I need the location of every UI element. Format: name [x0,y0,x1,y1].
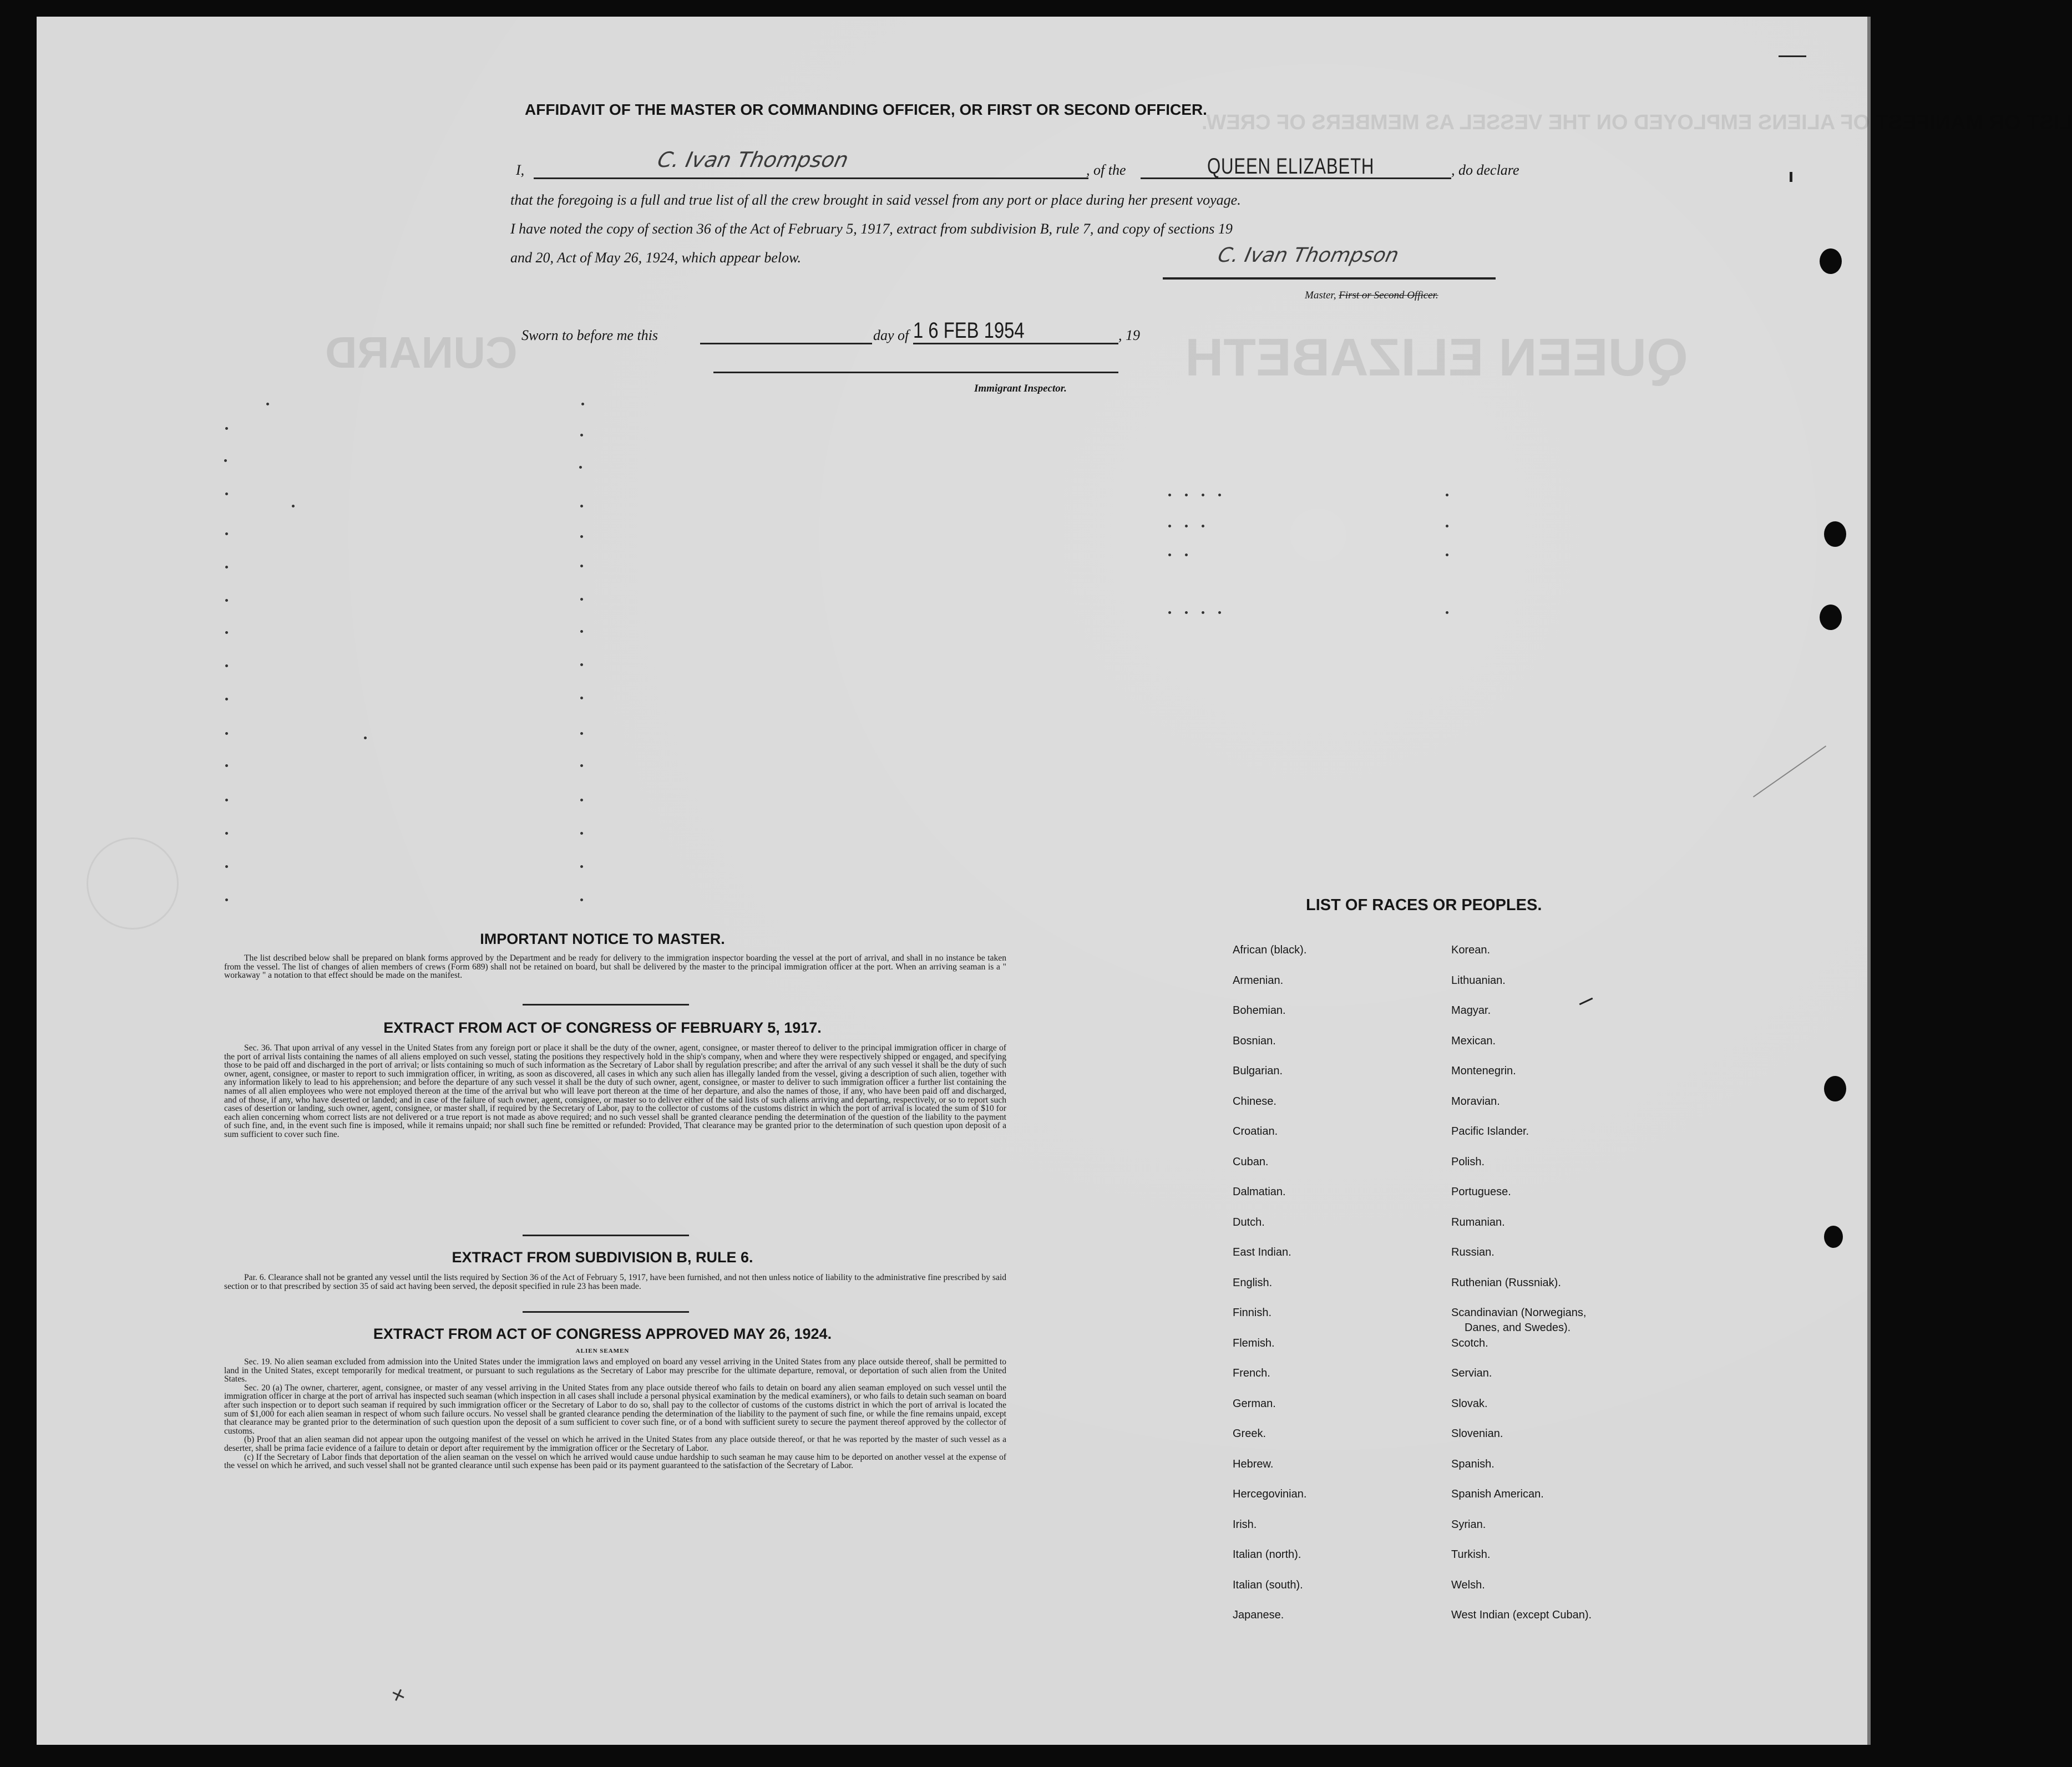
year-label: , 19 [1118,327,1140,343]
form-dot [225,698,228,700]
form-dot [1168,494,1171,496]
race-item: Turkish. [1451,1548,1491,1561]
race-item: Flemish. [1233,1337,1275,1349]
race-item: Mexican. [1451,1034,1496,1047]
race-item: Japanese. [1233,1609,1284,1621]
punch-hole [1820,605,1842,630]
affidavit-i-label: I, [516,162,525,178]
race-item: Hebrew. [1233,1458,1274,1470]
show-through-seal [87,837,179,930]
extract-1917-text: Sec. 36. That upon arrival of any vessel in the United States from any foreign port or place it shall be the duty of the owner, agent, consignee, or master thereof to deliver to the principal immigration officer in charge of the port of arrival lists containing the names of all aliens employed on such vessel, stating the positions they respectively hold in the ship's company, when and where they were respectively shipped or engaged, and specifying those to be paid off and discharged in the port of arrival; or lists containing so much of such information as the Secretary of Labor shall by regulation prescribe; and after the arrival of any such vessel it shall be the duty of such owner, agent, consignee, or master to report to such immigration officer, in writing, as soon as discovered, all cases in which any such alien has illegally landed from the vessel, giving a description of such alien, together with any information likely to lead to his apprehension; and before the departure of any such vessel it shall be the duty of such owner, agent, consignee, or master to deliver to such immigration officer a further list containing the names of all alien employees who were not employed thereon at the time of the arrival but who will leave port thereon at the time of her departure, and also the names of those, if any, who have been paid off and discharged, and of those, if any, who have deserted or landed; and in case of the failure of such owner, agent, consignee, or master so to deliver either of the said lists of such aliens arriving and departing, respectively, or so to report such cases of desertion or landing, such owner, agent, consignee, or master shall, if required by the Secretary of Labor, pay to the collector of customs of the customs district in which the port of arrival is located the sum of $10 for each alien concerning whom correct lists are not delivered or a true report is not made as above required; and no such vessel shall be granted clearance pending the determination of the question of the liability to the payment of such fine, and, in the event such fine is imposed, while it remains unpaid; nor shall such fine be remitted or refunded: Provided, That clearance may be granted prior to the determination of such question upon deposit of a sum sufficient to cover such fine. [224,1043,1006,1139]
race-item: Montenegrin. [1451,1065,1516,1077]
notice-text: The list described below shall be prepared on blank forms approved by the Department and be ready for delivery to the immigration inspector boarding the vessel at the port of arrival, and shall in no instance be taken from the vessel. The list of changes of alien members of crews (Form 689) shall not be retained on board, but shall be delivered by the master to the principal immigration officer at the port. When an arriving seaman is a " workaway " a notation to that effect should be made on the manifest. [224,953,1006,981]
race-item: Cuban. [1233,1155,1269,1168]
master-signature: C. Ivan Thompson [1215,244,1401,267]
race-item: Syrian. [1451,1518,1486,1531]
form-dot [1218,494,1221,496]
form-dot [580,535,583,538]
form-dot [1168,611,1171,614]
race-item: Chinese. [1233,1095,1276,1108]
rule6-text: Par. 6. Clearance shall not be granted any vessel until the lists required by Section 36 of the Act of February 5, 1917, have been furnished, and not then unless notice of liability to the administrative fine prescribed by said section or to that prescribed by section 35 of said act having been served, the deposit specified in rule 23 has been made. [224,1273,1006,1291]
form-dot [579,466,582,469]
inspector-signature-line [713,372,1118,373]
race-item-continuation: Danes, and Swedes). [1465,1322,1571,1334]
manifest-sheet [37,17,2072,1745]
form-dot [580,832,583,835]
race-item: Irish. [1233,1518,1257,1531]
form-dot [266,403,269,405]
form-dot [225,427,228,430]
race-item: Spanish American. [1451,1488,1544,1500]
race-item: Magyar. [1451,1004,1491,1017]
form-dot [580,598,583,601]
vessel-name-stamp: QUEEN ELIZABETH [1207,154,1375,179]
sec20c-text: (c) If the Secretary of Labor finds that deportation of the alien seaman on the vessel on which he arrived would cause undue hardship to such seaman he may cause him to be deported on another vessel at the expense of the vessel on which he arrived, and such vessel shall not be granted clearance until such expense has been paid or its payment guaranteed to the satisfaction of the Secretary of Labor. [224,1452,1006,1471]
stray-mark [1579,998,1593,1006]
form-dot [580,764,583,767]
form-dot [225,664,228,667]
form-dot [1446,611,1448,614]
form-dot [225,566,228,568]
race-item: Polish. [1451,1155,1485,1168]
master-signature-line [1163,277,1496,280]
punch-hole [1824,1076,1846,1101]
notice-divider [523,1004,689,1006]
affidavit-line-3: I have noted the copy of section 36 of the Act of February 5, 1917, extract from subdivision B, rule 7, and copy of sections 19 [510,221,1233,237]
race-item: Dalmatian. [1233,1186,1286,1198]
rule6-divider [523,1311,689,1313]
inspector-caption: Immigrant Inspector. [974,383,1067,394]
race-item: Croatian. [1233,1125,1278,1138]
race-item: Bulgarian. [1233,1065,1283,1077]
race-item: Slovak. [1451,1397,1488,1410]
form-dot [580,799,583,801]
races-heading: LIST OF RACES OR PEOPLES. [1306,896,1542,914]
form-dot [1446,525,1448,527]
form-dot [225,732,228,735]
form-dot [225,898,228,901]
form-dot [580,663,583,666]
date-stamp: 1 6 FEB 1954 [913,318,1025,343]
extract-1917-divider [523,1235,689,1236]
form-dot [580,865,583,868]
form-dot [364,737,367,739]
form-dot [225,799,228,801]
race-item: Russian. [1451,1246,1495,1258]
form-dot [580,898,583,901]
form-dot [225,832,228,835]
form-dot [581,403,584,405]
form-dot [1168,554,1171,556]
form-dot [1168,525,1171,527]
race-item: East Indian. [1233,1246,1291,1258]
extract-1924-heading: EXTRACT FROM ACT OF CONGRESS APPROVED MAY 26, 1924. [373,1326,832,1342]
sec20a-text: Sec. 20 (a) The owner, charterer, agent, consignee, or master of any vessel arriving in the United States from any place outside thereof who fails to detain on board any alien seaman employed on such vessel until the immigration officer in charge at the port of arrival has inspected such seaman (which inspection in all cases shall include a personal physical examination by the medical examiners), or who fails to detain such seaman on board after such inspection or to deport such seaman if required by such immigration officer or the Secretary of Labor to do so, shall pay to the collector of customs of the customs district in which the port of arrival is located the sum of $1,000 for each alien seaman in respect of whom such failure occurs. No vessel shall be granted clearance pending the determination of the liability to the payment of such fine, or while the fine remains unpaid, except that clearance may be granted prior to the determination of such question upon the deposit of a sum sufficient to cover such fine, or of a bond with sufficient surety to secure the payment thereof approved by the collector of customs. [224,1383,1006,1436]
stray-mark: ✕ [389,1684,409,1707]
form-dot [292,505,295,507]
form-dot [225,865,228,868]
race-item: Hercegovinian. [1233,1488,1307,1500]
officer-name-line [534,177,1088,179]
race-item: French. [1233,1367,1270,1379]
sec20b-text: (b) Proof that an alien seaman did not appear upon the outgoing manifest of the vessel on which he arrived in the United States from any place outside thereof, or that he was reported by the master of such vessel as a deserter, shall be prima facie evidence of a failure to detain or deport after requirement by the immigration officer or the Secretary of Labor. [224,1435,1006,1453]
race-item: Greek. [1233,1428,1266,1440]
show-through-stamp-2: CUNARD [325,328,518,377]
form-dot [1202,525,1204,527]
extract-1924-subheading: ALIEN SEAMEN [575,1348,630,1354]
extract-1924-text [224,1358,1006,1470]
officer-signature: C. Ivan Thompson [655,148,851,172]
punch-hole [1820,248,1842,274]
form-dot [580,434,583,436]
race-item: Portuguese. [1451,1186,1511,1198]
form-dot [225,492,228,495]
race-item: English. [1233,1276,1273,1289]
race-item: German. [1233,1397,1276,1410]
rule6-heading: EXTRACT FROM SUBDIVISION B, RULE 6. [452,1249,753,1266]
race-item: Lithuanian. [1451,974,1506,987]
race-item: Welsh. [1451,1578,1485,1591]
extract-1917-heading: EXTRACT FROM ACT OF CONGRESS OF FEBRUARY 5, 1917. [383,1019,822,1036]
affidavit-line-2: that the foregoing is a full and true list of all the crew brought in said vessel from any port or place during her present voyage. [510,192,1241,208]
form-dot [225,532,228,535]
race-item: Scotch. [1451,1337,1488,1349]
punch-hole [1824,521,1846,547]
form-dot [1202,494,1204,496]
race-item: Slovenian. [1451,1428,1503,1440]
form-dot [580,697,583,699]
affidavit-heading: AFFIDAVIT OF THE MASTER OR COMMANDING OFFICER, OR FIRST OR SECOND OFFICER. [525,101,1207,118]
race-item: Pacific Islander. [1451,1125,1529,1138]
form-dot [225,599,228,602]
form-dot [225,631,228,634]
show-through-stamp: QUEEN ELIZABETH [1185,328,1688,387]
race-item: African (black). [1233,944,1307,956]
sec19-text: Sec. 19. No alien seaman excluded from admission into the United States under the immigration laws and employed on board any vessel arriving in the United States from any place outside thereof, shall be permitted to land in the United States, except temporarily for medical treatment, or pursuant to such regulations as the Secretary of Labor may prescribe for the ultimate departure, removal, or deportation of such alien from the United States. [224,1357,1006,1384]
form-dot [1185,554,1188,556]
race-item: Armenian. [1233,974,1284,987]
affidavit-line-4: and 20, Act of May 26, 1924, which appear below. [510,250,802,266]
race-item: Spanish. [1451,1458,1495,1470]
affidavit-declare-label: , do declare [1451,162,1519,178]
race-item: Bosnian. [1233,1034,1276,1047]
form-dot [1185,494,1188,496]
punch-hole [1824,1226,1843,1248]
form-dot [580,630,583,633]
day-of-label: day of [873,327,909,343]
edge-mark [1790,172,1792,182]
form-dot [224,459,227,462]
edge-mark [1779,55,1806,57]
race-item: Rumanian. [1451,1216,1505,1228]
show-through-heading: LIST OR MANIFEST OF ALIENS EMPLOYED ON THE VESSEL AS MEMBERS OF CREW. [1202,111,2072,134]
form-dot [1202,611,1204,614]
form-dot [1218,611,1221,614]
race-item: West Indian (except Cuban). [1451,1609,1592,1621]
notice-heading: IMPORTANT NOTICE TO MASTER. [480,931,725,947]
form-dot [580,505,583,507]
race-item: Moravian. [1451,1095,1500,1108]
master-caption: Master, First or Second Officer. [1305,290,1438,301]
race-item: Italian (north). [1233,1548,1301,1561]
race-item: Korean. [1451,944,1491,956]
form-dot [1446,554,1448,556]
race-item: Bohemian. [1233,1004,1286,1017]
form-dot [580,565,583,567]
form-dot [225,764,228,767]
race-item: Scandinavian (Norwegians, [1451,1307,1587,1319]
race-item: Dutch. [1233,1216,1265,1228]
race-item: Servian. [1451,1367,1492,1379]
sworn-label: Sworn to before me this [521,327,658,343]
sworn-day-line [700,343,872,344]
form-dot [1446,494,1448,496]
race-item: Italian (south). [1233,1578,1303,1591]
form-dot [580,732,583,735]
affidavit-of-the-label: , of the [1086,162,1126,178]
form-dot [1185,525,1188,527]
paper-crease [1753,745,1826,797]
form-dot [1185,611,1188,614]
race-item: Ruthenian (Russniak). [1451,1276,1561,1289]
race-item: Finnish. [1233,1307,1272,1319]
